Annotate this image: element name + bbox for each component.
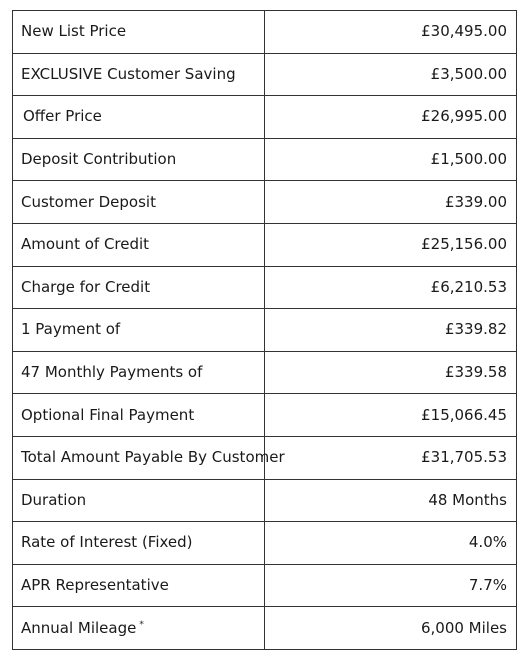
row-value: £1,500.00: [265, 138, 517, 181]
row-label: Offer Price: [13, 96, 265, 139]
table-row-total-amount-payable: [13, 436, 517, 479]
row-label: APR Representative: [13, 564, 265, 607]
row-value: 4.0%: [265, 522, 517, 565]
row-value: £6,210.53: [265, 266, 517, 309]
footnote-marker: *: [139, 619, 144, 630]
table-row-optional-final-payment: [13, 394, 517, 437]
row-label: Optional Final Payment: [13, 394, 265, 437]
row-label: Amount of Credit: [13, 223, 265, 266]
table-row-first-payment: [13, 309, 517, 352]
row-value: £15,066.45: [265, 394, 517, 437]
row-value: £26,995.00: [265, 96, 517, 139]
table-row-offer-price: [13, 96, 517, 139]
row-label: Charge for Credit: [13, 266, 265, 309]
row-label: 47 Monthly Payments of: [13, 351, 265, 394]
row-value: 6,000 Miles: [265, 607, 517, 650]
row-value: £25,156.00: [265, 223, 517, 266]
row-label: Customer Deposit: [13, 181, 265, 224]
row-value: £339.58: [265, 351, 517, 394]
row-value: 7.7%: [265, 564, 517, 607]
row-value: £31,705.53: [265, 436, 517, 479]
table-row-deposit-contribution: [13, 138, 517, 181]
row-value: 48 Months: [265, 479, 517, 522]
row-label: EXCLUSIVE Customer Saving: [13, 53, 265, 96]
row-label: Duration: [13, 479, 265, 522]
row-label: Rate of Interest (Fixed): [13, 522, 265, 565]
table-row-duration: [13, 479, 517, 522]
row-value: £339.82: [265, 309, 517, 352]
table-row-new-list-price: [13, 11, 517, 54]
row-label: New List Price: [13, 11, 265, 54]
table-row-annual-mileage: [13, 607, 517, 650]
table-row-charge-for-credit: [13, 266, 517, 309]
row-value: £339.00: [265, 181, 517, 224]
finance-summary-table: [12, 10, 517, 650]
table-row-customer-saving: [13, 53, 517, 96]
row-value: £30,495.00: [265, 11, 517, 54]
table-row-customer-deposit: [13, 181, 517, 224]
row-label-cell: [13, 607, 265, 650]
table-row-apr-representative: [13, 564, 517, 607]
table-row-monthly-payments: [13, 351, 517, 394]
row-label: Deposit Contribution: [13, 138, 265, 181]
table-row-amount-of-credit: [13, 223, 517, 266]
table-row-rate-of-interest: [13, 522, 517, 565]
row-label: 1 Payment of: [13, 309, 265, 352]
row-value: £3,500.00: [265, 53, 517, 96]
row-label: Annual Mileage: [21, 618, 137, 637]
row-label: Total Amount Payable By Customer: [13, 436, 265, 479]
